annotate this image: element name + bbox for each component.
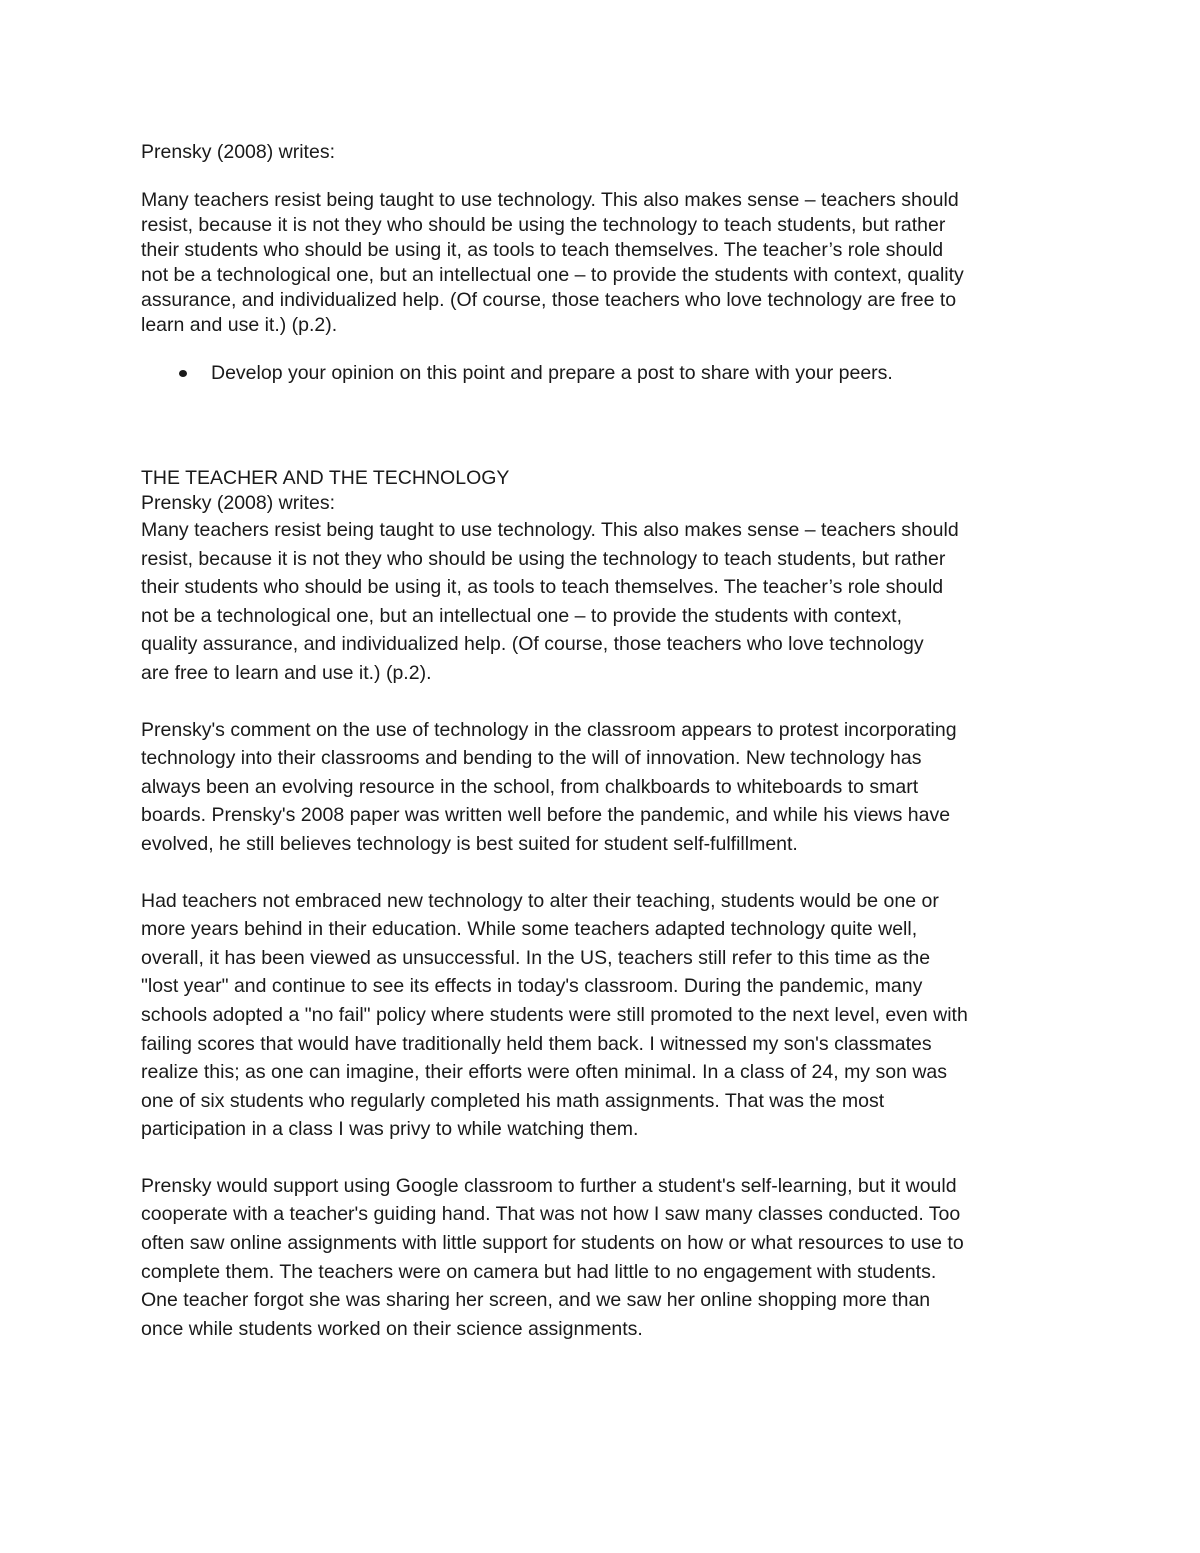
quote-line: are free to learn and use it.) (p.2). <box>141 661 432 684</box>
intro-quote <box>141 188 1071 338</box>
paragraph-line: cooperate with a teacher's guiding hand. That was not how I saw many classes conducted. Too <box>141 1203 961 1226</box>
post-paragraph-2 <box>141 887 1071 1144</box>
post-quote <box>141 516 1071 688</box>
paragraph-line: Prensky's comment on the use of technology in the classroom appears to protest incorporating <box>141 718 957 741</box>
paragraph-line: one of six students who regularly completed his math assignments. That was the most <box>141 1089 885 1112</box>
paragraph-line: overall, it has been viewed as unsuccessful. In the US, teachers still refer to this time as the <box>141 946 931 969</box>
paragraph-line: schools adopted a "no fail" policy where students were still promoted to the next level, even with <box>141 1003 968 1026</box>
paragraph-line: always been an evolving resource in the school, from chalkboards to whiteboards to smart <box>141 775 919 798</box>
spacer <box>141 688 1071 716</box>
paragraph-line: more years behind in their education. While some teachers adapted technology quite well, <box>141 918 918 941</box>
quote-line: learn and use it.) (p.2). <box>141 314 338 336</box>
quote-line: their students who should be using it, as tools to teach themselves. The teacher’s role should <box>141 576 944 599</box>
paragraph-line: complete them. The teachers were on camera but had little to no engagement with students. <box>141 1260 937 1283</box>
paragraph-line: "lost year" and continue to see its effects in today's classroom. During the pandemic, many <box>141 975 923 998</box>
post-title: THE TEACHER AND THE TECHNOLOGY <box>141 467 510 489</box>
paragraph-line: One teacher forgot she was sharing her screen, and we saw her online shopping more than <box>141 1289 931 1312</box>
quote-line: resist, because it is not they who should be using the technology to teach students, but rather <box>141 214 946 236</box>
spacer <box>141 1144 1071 1172</box>
quote-line: not be a technological one, but an intellectual one – to provide the students with context, <box>141 604 903 627</box>
paragraph-line: once while students worked on their science assignments. <box>141 1317 643 1340</box>
paragraph-line: failing scores that would have traditionally held them back. I witnessed my son's classmates <box>141 1032 932 1055</box>
bullet-icon <box>179 370 187 377</box>
paragraph-line: realize this; as one can imagine, their efforts were often minimal. In a class of 24, my son was <box>141 1061 948 1084</box>
paragraph-line: participation in a class I was privy to while watching them. <box>141 1118 639 1141</box>
quote-line: Many teachers resist being taught to use technology. This also makes sense – teachers should <box>141 519 959 541</box>
paragraph-line: boards. Prensky's 2008 paper was written well before the pandemic, and while his views have <box>141 804 951 827</box>
paragraph-line: often saw online assignments with little support for students on how or what resources to use to <box>141 1232 964 1255</box>
bullet-text: Develop your opinion on this point and prepare a post to share with your peers. <box>211 362 893 384</box>
post-heading: Prensky (2008) writes: <box>141 492 335 514</box>
quote-line: not be a technological one, but an intellectual one – to provide the students with context, quality <box>141 264 964 286</box>
spacer <box>141 165 1071 188</box>
intro-heading: Prensky (2008) writes: <box>141 141 335 163</box>
quote-line: quality assurance, and individualized help. (Of course, those teachers who love technology <box>141 633 924 656</box>
quote-line: their students who should be using it, as tools to teach themselves. The teacher’s role should <box>141 239 944 261</box>
quote-line: resist, because it is not they who should be using the technology to teach students, but rather <box>141 547 946 570</box>
quote-line: Many teachers resist being taught to use technology. This also makes sense – teachers should <box>141 189 959 211</box>
post-paragraph-3 <box>141 1172 1071 1344</box>
paragraph-line: Prensky would support using Google classroom to further a student's self-learning, but it would <box>141 1174 957 1197</box>
spacer <box>141 859 1071 887</box>
paragraph-line: evolved, he still believes technology is best suited for student self-fulfillment. <box>141 832 798 855</box>
paragraph-line: Had teachers not embraced new technology to alter their teaching, students would be one or <box>141 889 939 912</box>
spacer <box>141 338 1071 361</box>
post-paragraph-1 <box>141 716 1071 859</box>
paragraph-line: technology into their classrooms and bending to the will of innovation. New technology has <box>141 747 922 770</box>
bullet-item <box>141 361 1071 386</box>
quote-line: assurance, and individualized help. (Of course, those teachers who love technology are free to <box>141 289 957 311</box>
document-page <box>141 140 1071 1343</box>
